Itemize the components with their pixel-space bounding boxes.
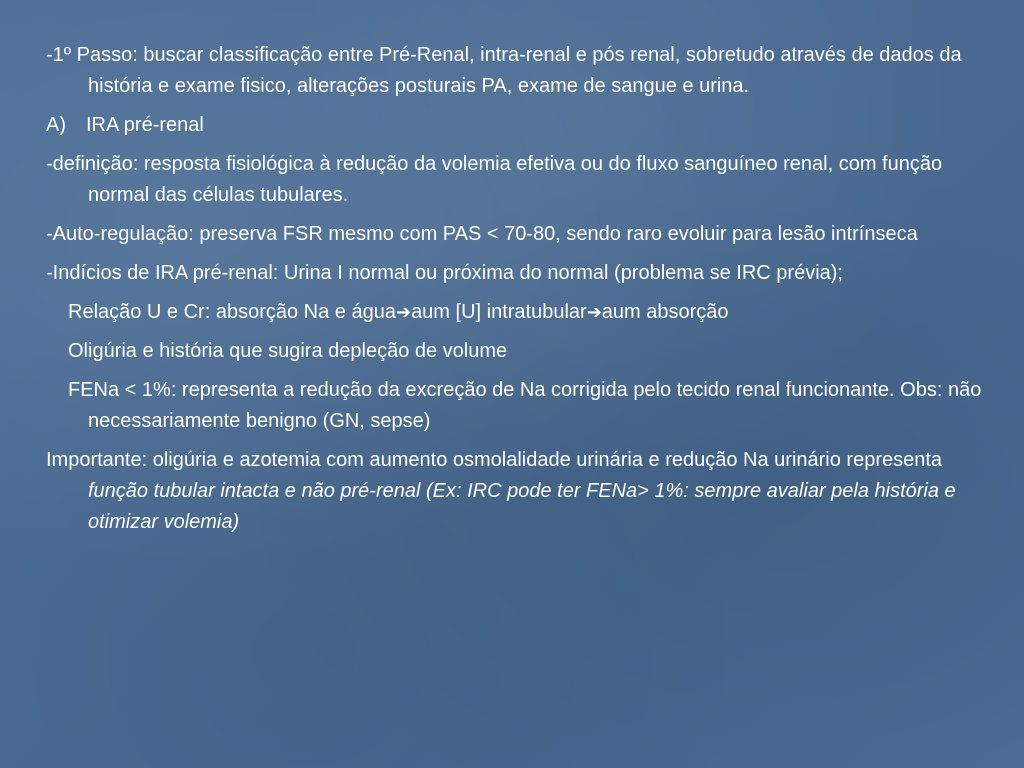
paragraph-section-a	[46, 110, 996, 141]
paragraph-definicao: -definição: resposta fisiológica à redução da volemia efetiva ou do fluxo sanguíneo renal, com função normal das células tubulares.	[46, 153, 943, 206]
paragraph-indicios: -Indícios de IRA pré-renal: Urina I normal ou próxima do normal (problema se IRC prévia);	[46, 262, 843, 284]
paragraph-fena: FENa < 1%: representa a redução da excreção de Na corrigida pelo tecido renal funcionante. Obs: não necessariamente benigno (GN, sepse)	[68, 379, 982, 432]
relacao-text-c: aum absorção	[601, 301, 729, 323]
paragraph-oliguria: Oligúria e história que sugira depleção de volume	[68, 340, 508, 362]
paragraph-step-1: -1º Passo: buscar classificação entre Pré-Renal, intra-renal e pós renal, sobretudo através de dados da história e exame fisico, alterações posturais PA, exame de sangue e urina.	[46, 44, 962, 97]
arrow-right-icon: ➔	[586, 302, 602, 323]
section-a-label: A)	[46, 114, 66, 136]
importante-text: Importante: oligúria e azotemia com aumento osmolalidade urinária e redução Na urinário representa	[46, 449, 943, 471]
importante-italic-text: função tubular intacta e não pré-renal (Ex: IRC pode ter FENa> 1%: sempre avaliar pela história e otimizar volemia)	[88, 480, 956, 533]
paragraph-auto-regulacao: -Auto-regulação: preserva FSR mesmo com PAS < 70-80, sendo raro evoluir para lesão intrínseca	[46, 223, 918, 245]
paragraph-relacao-u-cr	[46, 297, 996, 328]
slide-body	[46, 40, 996, 546]
paragraph-importante	[46, 445, 996, 538]
section-a-title: IRA pré-renal	[86, 114, 204, 136]
relacao-text-b: aum [U] intratubular	[411, 301, 587, 323]
relacao-text-a: Relação U e Cr: absorção Na e água	[68, 301, 396, 323]
arrow-right-icon: ➔	[395, 302, 412, 323]
